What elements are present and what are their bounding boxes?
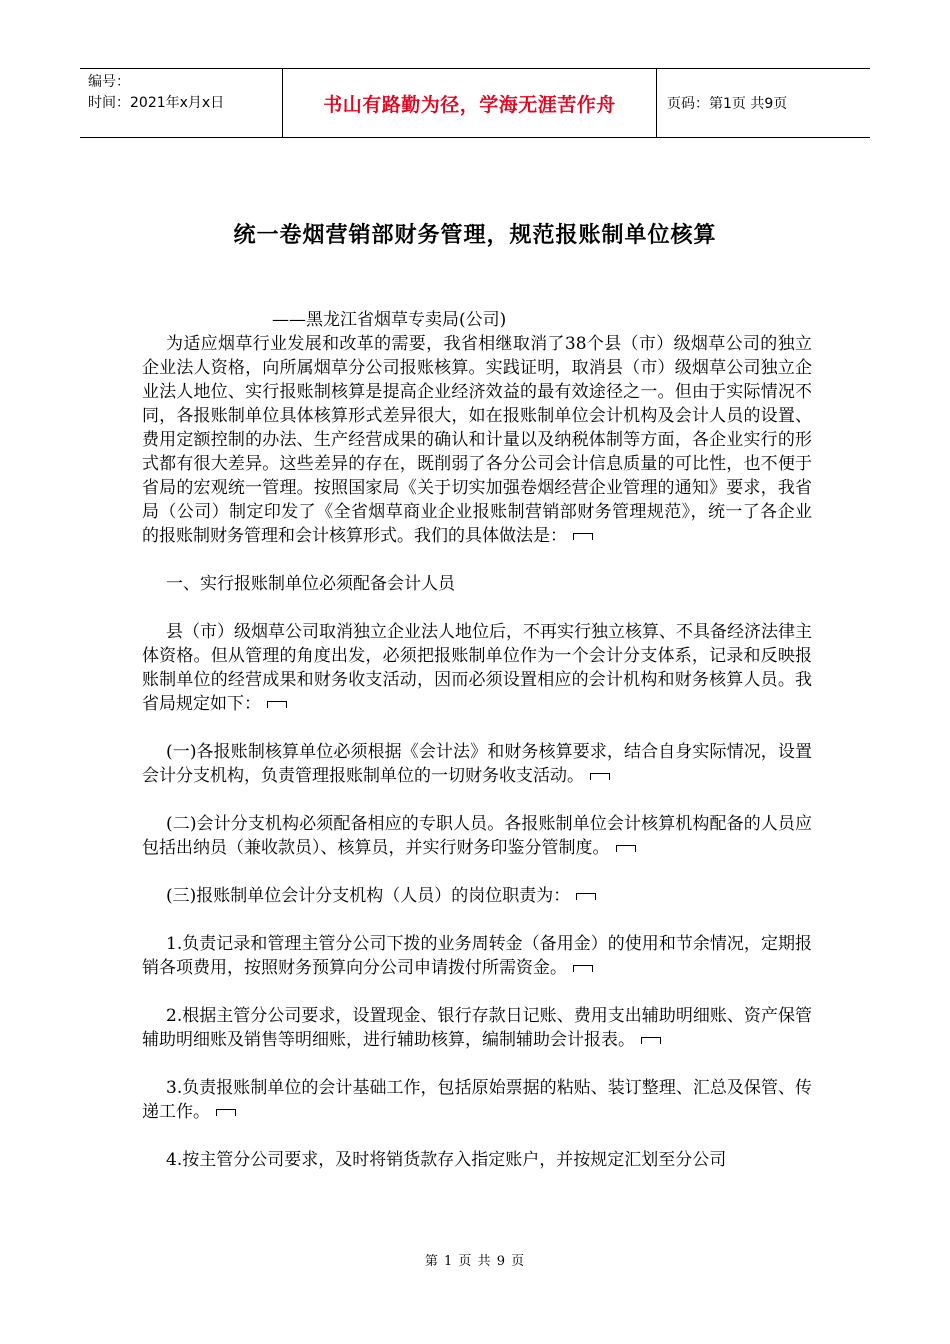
- list-item: 2.根据主管分公司要求，设置现金、银行存款日记账、费用支出辅助明细账、资产保管辅助明细账及销售等明细账，进行辅助核算，编制辅助会计报表。: [142, 1006, 812, 1050]
- date-label: 时间：2021年x月x日: [88, 95, 225, 111]
- paragraph: 县（市）级烟草公司取消独立企业法人地位后，不再实行独立核算、不具备经济法律主体资格。但从管理的角度出发，必须把报账制单位作为一个会计分支体系，记录和反映报账制单位的经营成果和财务收支活动，因而必须设置相应的会计机构和财务核算人员。我省局规定如下：: [142, 622, 812, 714]
- page-info: 页码：第1页 共9页: [667, 96, 788, 112]
- paragraph-mark-icon: [216, 1109, 236, 1116]
- paragraph-mark-icon: [573, 965, 593, 972]
- paragraph-intro: 为适应烟草行业发展和改革的需要，我省相继取消了38个县（市）级烟草公司的独立企业法人资格，向所属烟草分公司报账核算。实践证明，取消县（市）级烟草公司独立企业法人地位、实行报账制核算是提高企业经济效益的最有效途径之一。但由于实际情况不同，各报账制单位具体核算形式差异很大，如在报账制单位会计机构及会计人员的设置、费用定额控制的办法、生产经营成果的确认和计量以及纳税体制等方面，各企业实行的形式都有很大差异。这些差异的存在，既削弱了各分公司会计信息质量的可比性，也不便于省局的宏观统一管理。按照国家局《关于切实加强卷烟经营企业管理的通知》要求，我省局（公司）制定印发了《全省烟草商业企业报账制营销部财务管理规范》，统一了各企业的报账制财务管理和会计核算形式。我们的具体做法是：: [142, 334, 812, 546]
- paragraph: (二)会计分支机构必须配备相应的专职人员。各报账制单位会计核算机构配备的人员应包括出纳员（兼收款员）、核算员，并实行财务印鉴分管制度。: [142, 814, 812, 858]
- paragraph-mark-icon: [573, 533, 593, 540]
- page-footer: 第 1 页 共 9 页: [424, 1254, 526, 1269]
- paragraph-mark-icon: [267, 701, 287, 708]
- list-item: 3.负责报账制单位的会计基础工作，包括原始票据的粘贴、装订整理、汇总及保管、传递工作。: [142, 1078, 812, 1122]
- section-heading: 一、实行报账制单位必须配备会计人员: [166, 574, 455, 594]
- paragraph: (一)各报账制核算单位必须根据《会计法》和财务核算要求，结合自身实际情况，设置会计分支机构，负责管理报账制单位的一切财务收支活动。: [142, 742, 812, 786]
- list-item: 4.按主管分公司要求，及时将销货款存入指定账户，并按规定汇划至分公司: [166, 1150, 727, 1170]
- motto: 书山有路勤为径，学海无涯苦作舟: [323, 93, 616, 116]
- code-label: 编号：: [88, 74, 130, 90]
- paragraph: (三)报账制单位会计分支机构（人员）的岗位职责为：: [142, 884, 812, 908]
- paragraph-mark-icon: [641, 1037, 661, 1044]
- header-page-cell: [657, 69, 870, 137]
- document-title: 统一卷烟营销部财务管理，规范报账制单位核算: [233, 223, 717, 248]
- paragraph-mark-icon: [576, 893, 596, 900]
- paragraph-mark-icon: [616, 845, 636, 852]
- header-meta-cell: [80, 69, 283, 137]
- author-line: ——黑龙江省烟草专卖局(公司): [272, 310, 507, 330]
- paragraph-mark-icon: [590, 773, 610, 780]
- document-body: [142, 308, 812, 1172]
- list-item: 1.负责记录和管理主管分公司下拨的业务周转金（备用金）的使用和节余情况，定期报销各项费用，按照财务预算向分公司申请拨付所需资金。: [142, 934, 812, 978]
- header-motto-cell: [283, 69, 657, 137]
- header-table: [80, 68, 870, 138]
